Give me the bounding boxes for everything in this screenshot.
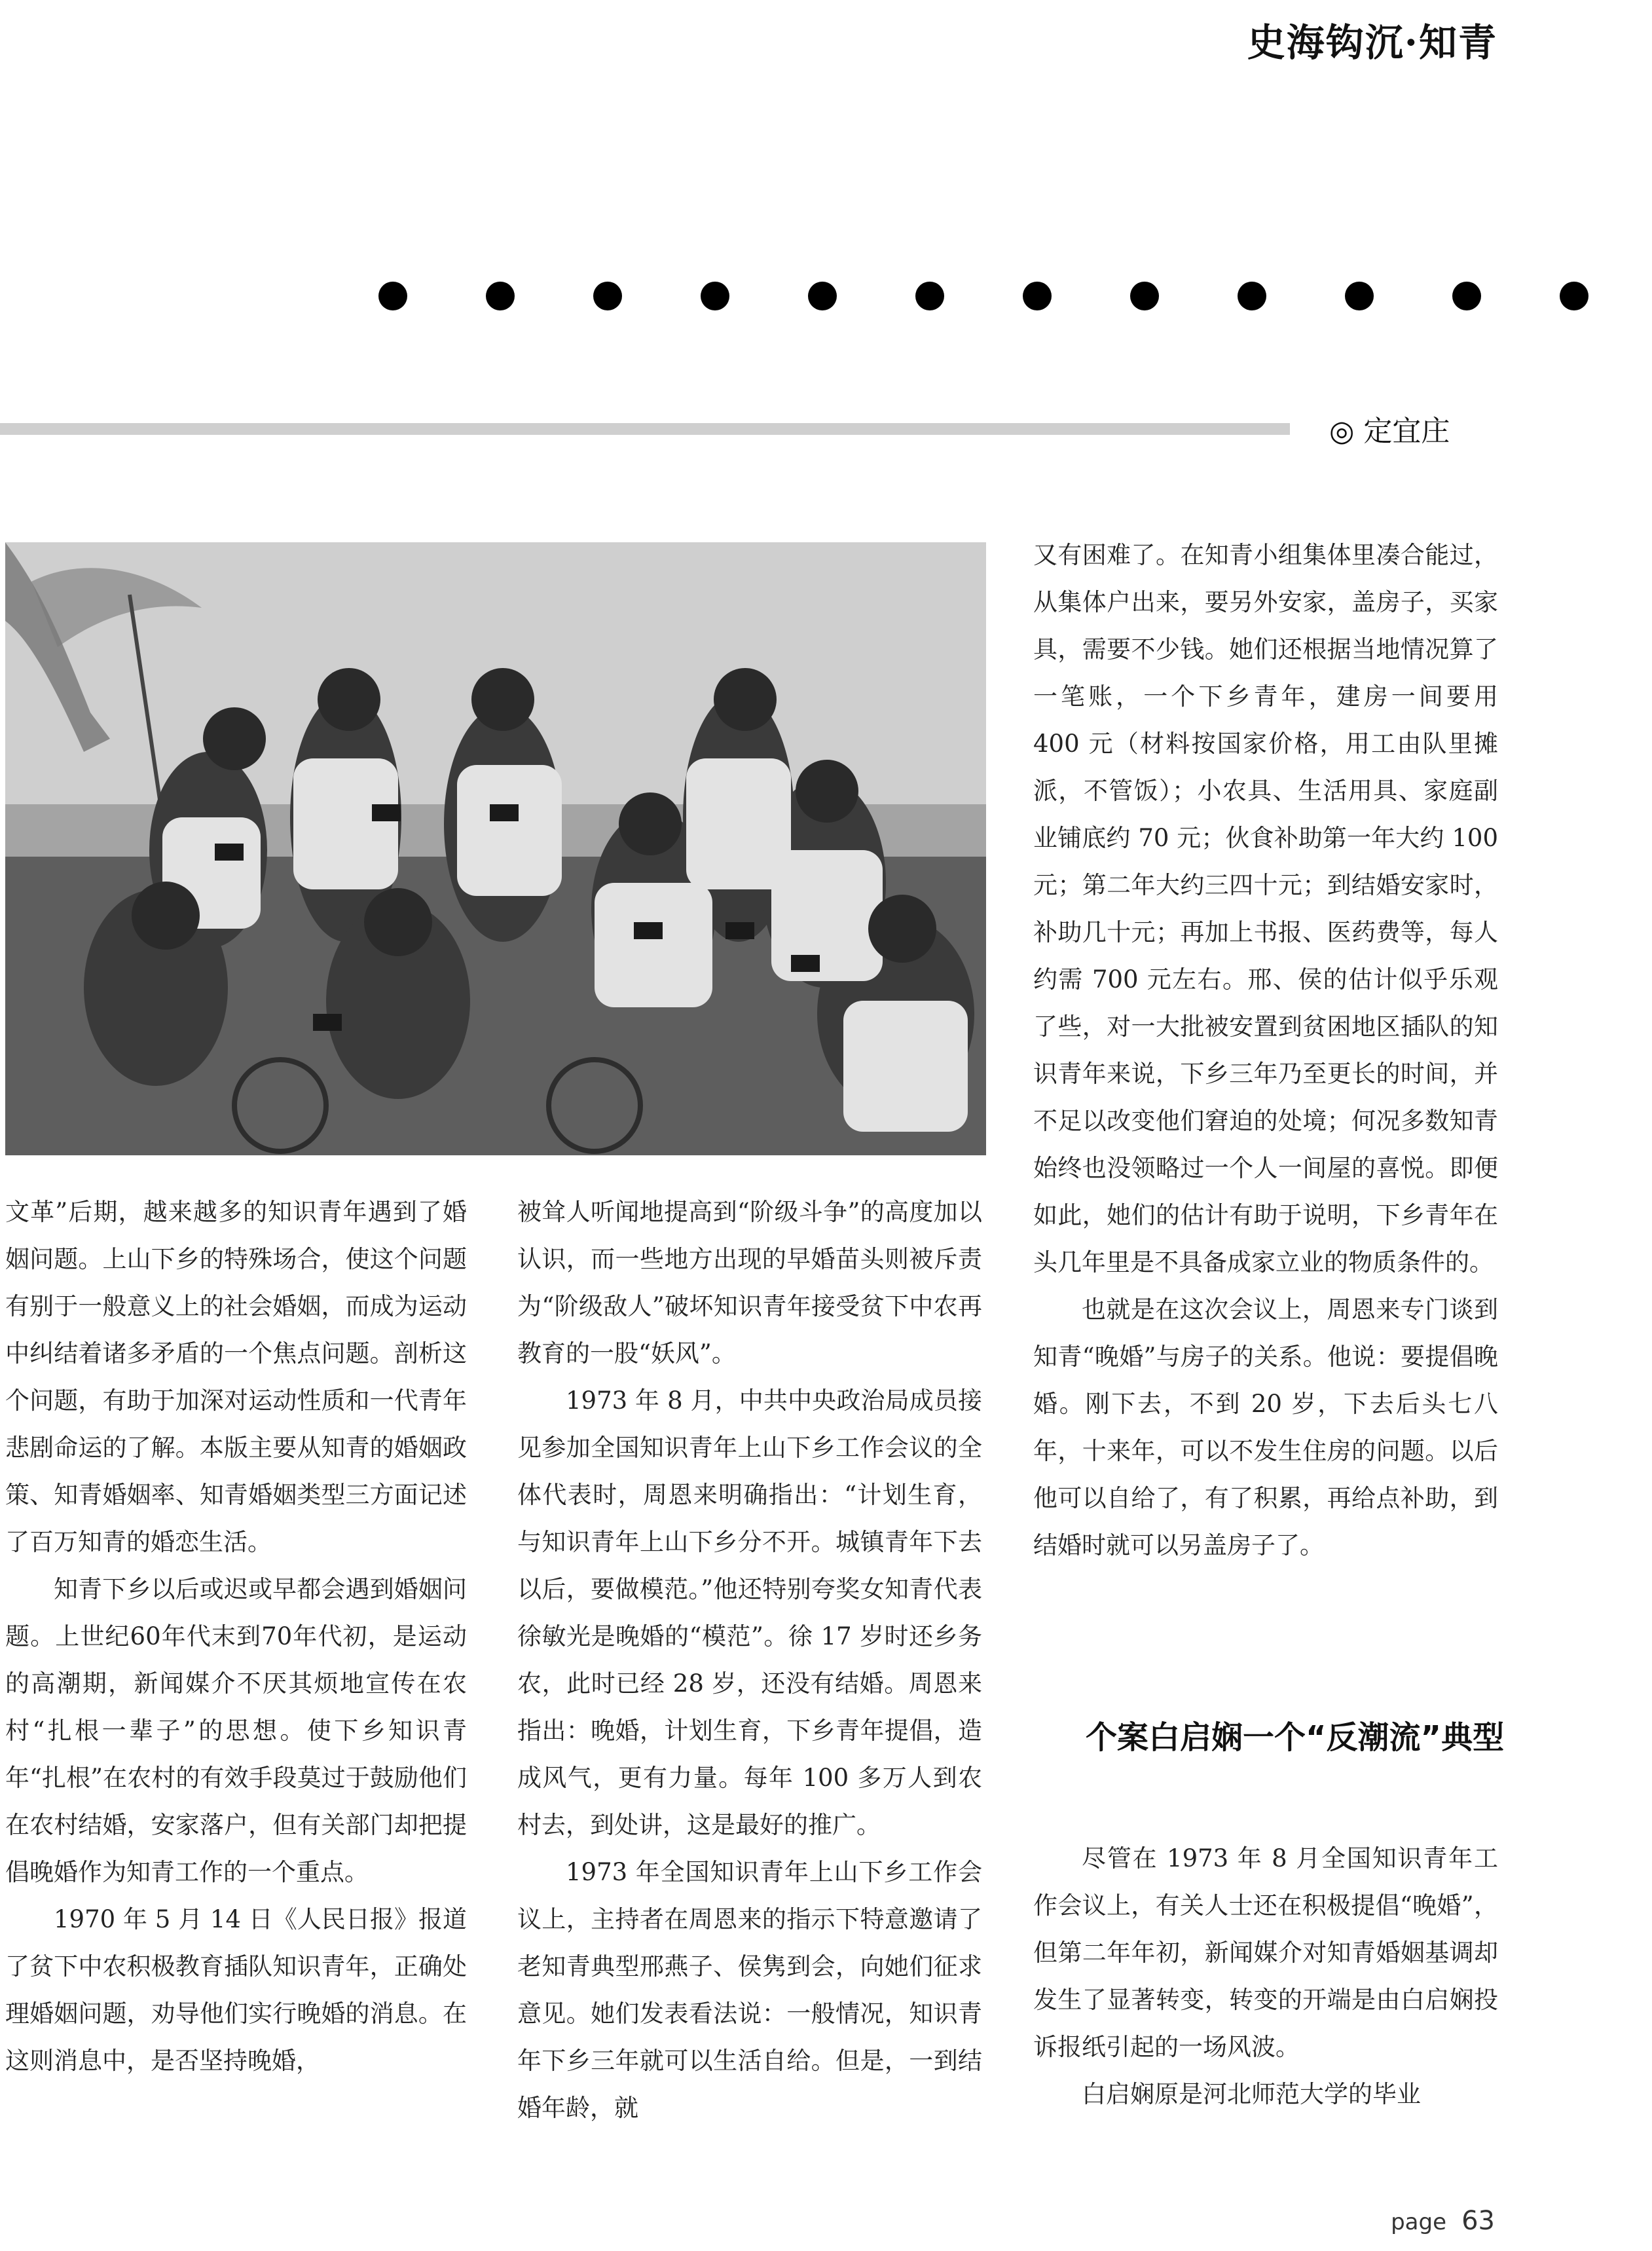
decorative-dot — [593, 282, 622, 310]
decorative-dot — [1238, 282, 1266, 310]
page-number: 63 — [1461, 2206, 1495, 2236]
section-tag: 史海钩沉·知青 — [1247, 20, 1497, 65]
article-column-3-top — [1033, 532, 1498, 1569]
decorative-dot — [808, 282, 837, 310]
decorative-dot — [1560, 282, 1588, 310]
decorative-dot — [701, 282, 729, 310]
decorative-dot — [1023, 282, 1052, 310]
paragraph: 文革”后期，越来越多的知识青年遇到了婚姻问题。上山下乡的特殊场合，使这个问题有别于一般意义上的社会婚姻，而成为运动中纠结着诸多矛盾的一个焦点问题。剖析这个问题，有助于加深对运动性质和一代青年悲剧命运的了解。本版主要从知青的婚姻政策、知青婚姻率、知青婚姻类型三方面记述了百万知青的婚恋生活。 — [5, 1198, 467, 1556]
photo-illustration — [5, 542, 986, 1155]
paragraph: 白启娴原是河北师范大学的毕业 — [1082, 2080, 1421, 2108]
article-column-3-bottom — [1033, 1835, 1498, 2118]
paragraph: 1973 年 8 月，中共中央政治局成员接见参加全国知识青年上山下乡工作会议的全体代表时，周恩来明确指出：“计划生育，与知识青年上山下乡分不开。城镇青年下去以后，要做模范。”他还特别夸奖女知青代表徐敏光是晚婚的“模范”。徐 17 岁时还乡务农，此时已经 28 岁，还没有结婚。周恩来指出：晚婚，计划生育，下乡青年提倡，造成风气，更有力量。每年 100 多万人到农村去，到处讲，这是最好的推广。 — [517, 1386, 982, 1839]
article-column-1 — [5, 1189, 467, 2085]
case-study-heading: 个案白启娴一个“反潮流”典型 — [1086, 1719, 1505, 1756]
paragraph: 1973 年全国知识青年上山下乡工作会议上，主持者在周恩来的指示下特意邀请了老知青典型邢燕子、侯隽到会，向她们征求意见。她们发表看法说：一般情况，知识青年下乡三年就可以生活自给。但是，一到结婚年龄，就 — [517, 1858, 982, 2122]
decorative-dot — [1130, 282, 1159, 310]
page-footer — [1391, 2206, 1495, 2236]
paragraph: 被耸人听闻地提高到“阶级斗争”的高度加以认识，而一些地方出现的早婚苗头则被斥责为“阶级敌人”破坏知识青年接受贫下中农再教育的一股“妖风”。 — [517, 1198, 982, 1367]
paragraph: 也就是在这次会议上，周恩来专门谈到知青“晚婚”与房子的关系。他说：要提倡晚婚。刚下去，不到 20 岁，下去后头七八年，十来年，可以不发生住房的问题。以后他可以自给了，有了积累，再给点补助，到结婚时就可以另盖房子了。 — [1033, 1295, 1498, 1559]
decorative-dot — [1345, 282, 1374, 310]
decorative-dot-row — [367, 282, 1598, 313]
decorative-dot — [378, 282, 407, 310]
article-photo — [5, 542, 986, 1155]
paragraph: 又有困难了。在知青小组集体里凑合能过，从集体户出来，要另外安家，盖房子，买家具，需要不少钱。她们还根据当地情况算了一笔账，一个下乡青年，建房一间要用 400 元（材料按国家价格，用工由队里摊派，不管饭）；小农具、生活用具、家庭副业铺底约 70 元；伙食补助第一年大约 100 元；第二年大约三四十元；到结婚安家时，补助几十元；再加上书报、医药费等，每人约需 700 元左右。邢、侯的估计似乎乐观了些，对一大批被安置到贫困地区插队的知识青年来说，下乡三年乃至更长的时间，并不足以改变他们窘迫的处境；何况多数知青始终也没领略过一个人一间屋的喜悦。即便如此，她们的估计有助于说明，下乡青年在头几年里是不具备成家立业的物质条件的。 — [1033, 541, 1498, 1276]
decorative-dot — [915, 282, 944, 310]
author-byline: ◎ 定宜庄 — [1329, 415, 1450, 448]
paragraph: 1970 年 5 月 14 日《人民日报》报道了贫下中农积极教育插队知识青年，正确处理婚姻问题，劝导他们实行晚婚的消息。在这则消息中，是否坚持晚婚， — [5, 1905, 467, 2075]
decorative-dot — [486, 282, 515, 310]
article-column-2 — [517, 1189, 982, 2132]
title-rule — [0, 423, 1290, 435]
decorative-dot — [1452, 282, 1481, 310]
paragraph: 知青下乡以后或迟或早都会遇到婚姻问题。上世纪60年代末到70年代初，是运动的高潮期，新闻媒介不厌其烦地宣传在农村“扎根一辈子”的思想。使下乡知识青年“扎根”在农村的有效手段莫过于鼓励他们在农村结婚，安家落户，但有关部门却把提倡晚婚作为知青工作的一个重点。 — [5, 1575, 467, 1886]
page-label: page — [1391, 2209, 1446, 2235]
paragraph: 尽管在 1973 年 8 月全国知识青年工作会议上，有关人士还在积极提倡“晚婚”，但第二年年初，新闻媒介对知青婚姻基调却发生了显著转变，转变的开端是由白启娴投诉报纸引起的一场风波。 — [1033, 1844, 1498, 2061]
